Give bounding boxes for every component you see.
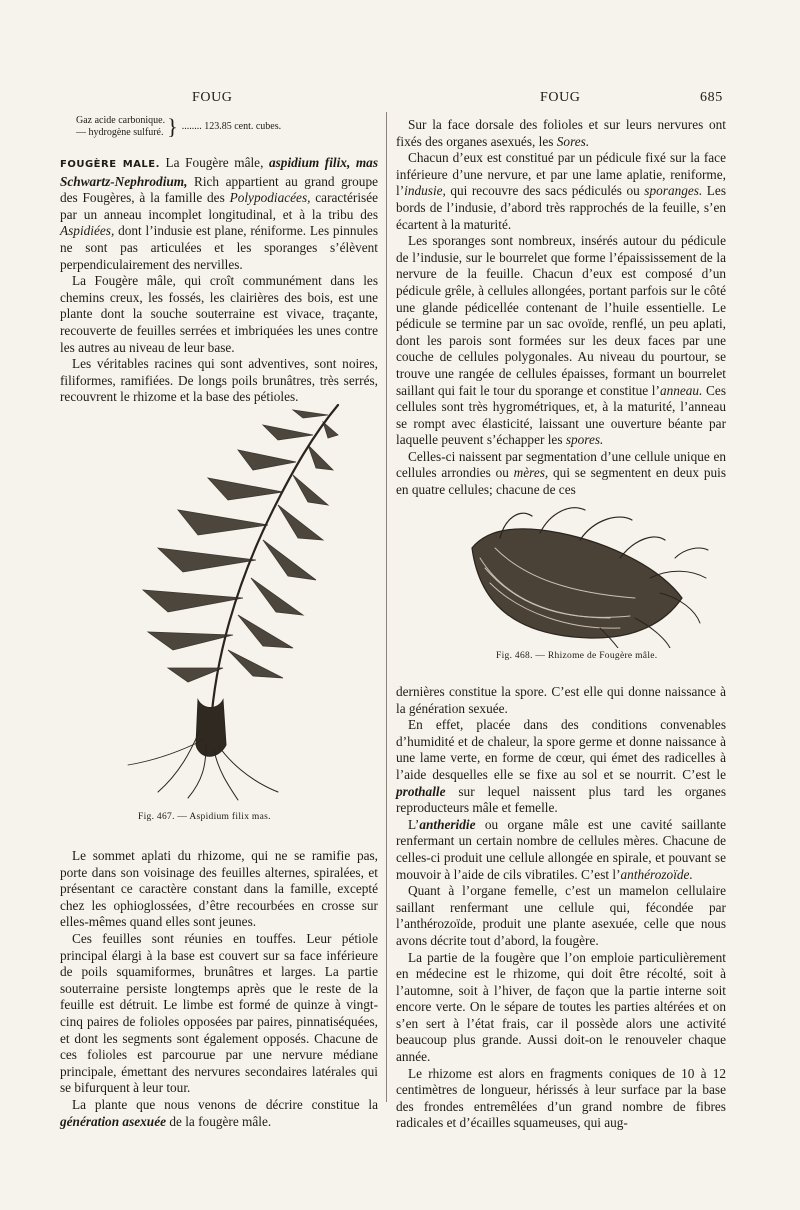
brace-glyph: } [167,114,178,139]
gas-table [76,115,281,139]
paragraph-organe-femelle: Quant à l’organe femelle, c’est un mamelon cellulaire saillant renfermant une cellule qui, fécondée par l’anthérozoïde, produit une plante asexuée, celle que nous avons décrite tout d’abord, la fougère. [396,883,726,948]
paragraph-sporanges: Les sporanges sont nombreux, insérés autour du pédicule de l’indusie, sur le bourrelet que forme l’épaississement de la nervure de la feuille. Chacun d’eux est composé d’un pédicule grêle, à cellules allongées, portant parfois sur le côté une glande pédicellée contenant de l’huile essentielle. Le pédicule se termine par un sac ovoïde, renflé, un peu aplati, dont les parois sont formées sur les deux faces par une couche de cellules polygonales. Au niveau du pourtour, se trouve une rangée de cellules épaisses, formant un bourrelet saillant qui fait le tour du sporange et constitue l’anneau. Ces cellules sont très hygrométriques, et, à la maturité, l’anneau se rompt avec élasticité, laissant une ouverture béante par laquelle peuvent s’échapper les spores. [396,233,726,448]
column-divider [386,112,387,1102]
running-head-left: FOUG [192,90,233,105]
gas-row-carbonic: Gaz acide carbonique. [76,115,166,126]
rhizome-illustration [460,498,710,648]
gas-row-hydrogen: — hydrogène sulfuré. [76,127,164,138]
paragraph-habitat: La Fougère mâle, qui croît communément dans les chemins creux, les fossés, les clairières des bois, est une plante dont la souche souterraine est vivace, traçante, recouverte de feuilles serrées et imbriquées les unes contre les autres au niveau de leur base. [60,273,378,355]
gas-value: ........ 123.85 cent. cubes. [181,121,282,132]
figure-468-caption: Fig. 468. — Rhizome de Fougère mâle. [496,651,658,661]
page-number: 685 [700,90,723,105]
paragraph-rhizome-medecine: La partie de la fougère que l’on emploie particulièrement en médecine est le rhizome, qui doit être récolté, soit à l’automne, soit à l’hiver, de façon que la partie interne soit encore verte. On le sépare de toutes les parties altérées et on s’en sert à l’état frais, car il possède alors une activité beaucoup plus grande. Aussi doit-on le renouveler chaque année. [396,949,726,1065]
paragraph-indusie: Chacun d’eux est constitué par un pédicule fixé sur la face inférieure d’une nervure, et par une lame aplatie, reniforme, l’indusie, qui recouvre des sacs pédiculés ou sporanges. Les bords de l’indusie, d’abord très rapprochés de la feuille, s’en écartent à la maturité. [396,150,726,232]
paragraph-spore: dernières constitue la spore. C’est elle qui donne naissance à la génération sexuée. [396,684,726,716]
right-column-bottom [396,684,726,1132]
paragraph-racines: Les véritables racines qui sont adventives, sont noires, filiformes, ramifiées. De longs poils brunâtres, très serrés, recouvrent le rhizome et la base des pétioles. [60,356,378,405]
paragraph-sores: Sur la face dorsale des folioles et sur leurs nervures ont fixés des organes asexués, les Sores. [396,117,726,149]
paragraph-prothalle: En effet, placée dans des conditions convenables d’humidité et de chaleur, la spore germe et donne naissance à une lame verte, en forme de cœur, qui émet des radicelles à l’aide desquelles elle se fixe au sol et se nourrit. C’est le prothalle sur lequel naissent plus tard les organes reproducteurs mâle et femelle. [396,717,726,816]
paragraph-sommet: Le sommet aplati du rhizome, qui ne se ramifie pas, porte dans son voisinage des feuilles alternes, spiralées, et présentant ce caractère constant dans la famille, excepté chez les ophioglossées, d’être recourbées en crosse sur elles-mêmes quand elles sont jeunes. [60,848,378,930]
running-head-right: FOUG [540,90,581,105]
fern-illustration [88,400,348,805]
entry-heading: FOUGÈRE MALE. [60,159,160,170]
paragraph-generation-asexuee: La plante que nous venons de décrire constitue la génération asexuée de la fougère mâle. [60,1096,378,1129]
right-column-top [396,117,726,499]
paragraph-feuilles: Ces feuilles sont réunies en touffes. Leur pétiole principal élargi à la base est couvert sur sa face inférieure de poils squamiformes, brunâtres et larges. La partie souterraine persiste longtemps après que le reste de la feuille est détruit. Le limbe est formé de quinze à vingt-cinq paires de folioles opposées par paires, pinnatiséquées, et dont les segments sont également opposés. Chacune de ces folioles est parcourue par une nervure médiane principale, émettant des nervures secondaires latérales qui se bifurquent à leur tour. [60,930,378,1096]
paragraph-fragments: Le rhizome est alors en fragments coniques de 10 à 12 centimètres de longueur, hérissés à leur surface par la base des frondes entremêlées d’un grand nombre de fibres radicales et d’écailles squameuses, qui aug- [396,1065,726,1131]
paragraph-antheridie: L’antheridie ou organe mâle est une cavité saillante renfermant un certain nombre de cellules mères. Chacune de celles-ci produit une cellule allongée en spirale, et pouvant se mouvoir à l’aide de cils vibratiles. C’est l’anthérozoïde. [396,816,726,882]
paragraph-fougere-male: FOUGÈRE MALE. La Fougère mâle, aspidium filix, mas Schwartz-Nephrodium, Rich appartient au grand groupe des Fougères, à la famille des Polypodiacées, caractérisée par un anneau incomplet longitudinal, et à la tribu des Aspidiées, dont l’indusie est plane, réniforme. Les pinnules ne sont pas articulées et les sporanges s’élèvent perpendiculairement des nervilles. [60,155,379,272]
left-column-bottom [60,848,378,1130]
figure-467-caption: Fig. 467. — Aspidium filix mas. [138,812,271,822]
left-column-top [60,155,378,406]
paragraph-spores: Celles-ci naissent par segmentation d’une cellule unique en cellules arrondies ou mères, qui se segmentent en deux puis en quatre cellules; chacune de ces [396,448,727,498]
